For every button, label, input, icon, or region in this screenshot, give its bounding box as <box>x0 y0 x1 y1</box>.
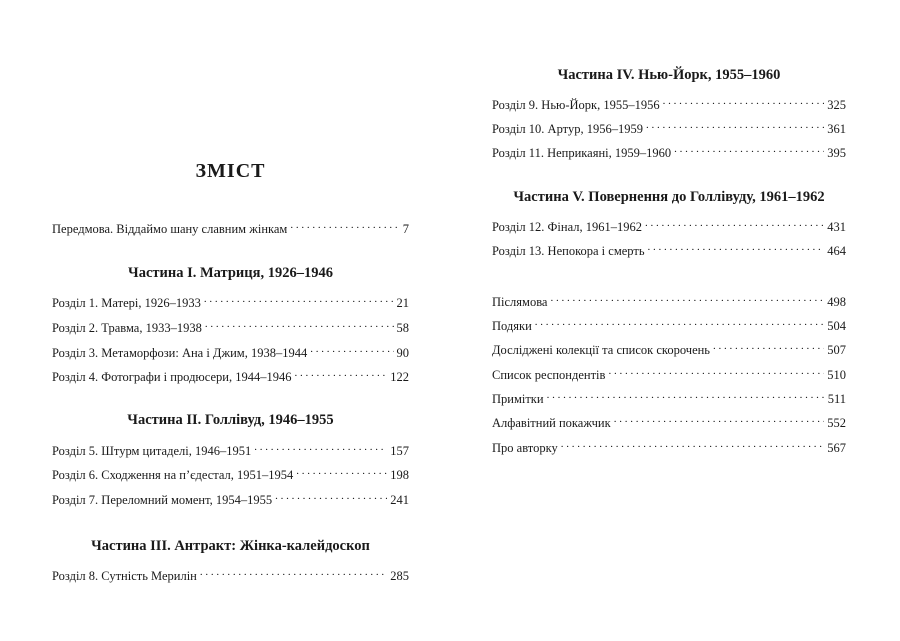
dot-leader <box>547 388 825 403</box>
toc-entry-chapter-7[interactable] <box>52 489 409 508</box>
entry-page-number: 21 <box>396 296 409 310</box>
entry-page-number: 90 <box>396 346 409 360</box>
entry-label: Про авторку <box>492 441 558 455</box>
entry-label: Примітки <box>492 392 544 406</box>
entry-page-number: 7 <box>402 222 409 236</box>
toc-entry-chapter-3[interactable] <box>52 342 409 361</box>
entry-page-number: 285 <box>390 569 409 583</box>
toc-entry-chapter-4[interactable] <box>52 366 409 385</box>
dot-leader <box>550 291 824 306</box>
entry-page-number: 431 <box>827 220 846 234</box>
entry-label: Список респондентів <box>492 368 606 382</box>
part-heading-5: Частина V. Повернення до Голлівуду, 1961–1962 <box>513 189 825 205</box>
dot-leader <box>310 342 393 357</box>
entry-label: Розділ 1. Матері, 1926–1933 <box>52 296 201 310</box>
entry-label: Розділ 3. Метаморфози: Ана і Джим, 1938–1944 <box>52 346 308 360</box>
entry-label: Розділ 8. Сутність Мерилін <box>52 569 197 583</box>
dot-leader <box>663 94 825 109</box>
dot-leader <box>204 292 394 307</box>
toc-entry-afterword[interactable] <box>492 291 846 310</box>
dot-leader <box>713 339 824 354</box>
entry-page-number: 464 <box>827 244 846 258</box>
toc-entry-collections[interactable] <box>492 339 846 358</box>
entry-label: Розділ 10. Артур, 1956–1959 <box>492 122 643 136</box>
entry-label: Алфавітний покажчик <box>492 416 611 430</box>
entry-page-number: 552 <box>827 416 846 430</box>
entry-label: Розділ 11. Неприкаяні, 1959–1960 <box>492 146 672 160</box>
entry-label: Розділ 5. Штурм цитаделі, 1946–1951 <box>52 444 252 458</box>
entry-label: Розділ 4. Фотографи і продюсери, 1944–1946 <box>52 370 292 384</box>
part-heading-2: Частина II. Голлівуд, 1946–1955 <box>127 412 334 428</box>
entry-label: Розділ 12. Фінал, 1961–1962 <box>492 220 642 234</box>
dot-leader <box>561 437 825 452</box>
dot-leader <box>254 440 387 455</box>
toc-entry-about-author[interactable] <box>492 437 846 456</box>
toc-entry-chapter-9[interactable] <box>492 94 846 113</box>
entry-label: Розділ 9. Нью-Йорк, 1955–1956 <box>492 98 660 112</box>
entry-page-number: 504 <box>827 319 846 333</box>
toc-entry-index[interactable] <box>492 412 846 431</box>
dot-leader <box>608 364 824 379</box>
entry-label: Досліджені колекції та список скорочень <box>492 343 711 357</box>
entry-label: Розділ 7. Переломний момент, 1954–1955 <box>52 493 273 507</box>
dot-leader <box>674 142 824 157</box>
entry-page-number: 198 <box>390 468 409 482</box>
dot-leader <box>648 240 825 255</box>
entry-page-number: 361 <box>827 122 846 136</box>
entry-label: Подяки <box>492 319 532 333</box>
toc-entry-respondents[interactable] <box>492 364 846 383</box>
toc-entry-acknowledgements[interactable] <box>492 315 846 334</box>
dot-leader <box>646 118 824 133</box>
dot-leader <box>290 218 399 233</box>
dot-leader <box>275 489 387 504</box>
dot-leader <box>535 315 824 330</box>
entry-page-number: 325 <box>827 98 846 112</box>
part-heading-4: Частина IV. Нью-Йорк, 1955–1960 <box>557 67 781 83</box>
entry-label: Післямова <box>492 295 548 309</box>
entry-page-number: 58 <box>396 321 409 335</box>
toc-entry-chapter-6[interactable] <box>52 464 409 483</box>
dot-leader <box>645 216 824 231</box>
toc-title: ЗМІСТ <box>195 160 266 182</box>
dot-leader <box>296 464 387 479</box>
part-heading-1: Частина I. Матриця, 1926–1946 <box>128 265 333 281</box>
entry-page-number: 395 <box>827 146 846 160</box>
left-page <box>52 0 409 641</box>
toc-entry-preface[interactable] <box>52 218 409 237</box>
toc-entry-chapter-2[interactable] <box>52 317 409 336</box>
toc-entry-chapter-13[interactable] <box>492 240 846 259</box>
entry-label: Розділ 6. Сходження на п’єдестал, 1951–1954 <box>52 468 294 482</box>
entry-label: Передмова. Віддаймо шану славним жінкам <box>52 222 288 236</box>
entry-label: Розділ 13. Непокора і смерть <box>492 244 645 258</box>
entry-page-number: 498 <box>827 295 846 309</box>
toc-entry-chapter-10[interactable] <box>492 118 846 137</box>
toc-entry-chapter-5[interactable] <box>52 440 409 459</box>
entry-page-number: 511 <box>827 392 846 406</box>
toc-entry-notes[interactable] <box>492 388 846 407</box>
entry-label: Розділ 2. Травма, 1933–1938 <box>52 321 202 335</box>
entry-page-number: 510 <box>827 368 846 382</box>
right-page <box>492 0 846 641</box>
entry-page-number: 241 <box>390 493 409 507</box>
entry-page-number: 122 <box>390 370 409 384</box>
entry-page-number: 157 <box>390 444 409 458</box>
dot-leader <box>205 317 394 332</box>
dot-leader <box>200 565 387 580</box>
dot-leader <box>294 366 387 381</box>
entry-page-number: 507 <box>827 343 846 357</box>
toc-entry-chapter-8[interactable] <box>52 565 409 584</box>
toc-entry-chapter-1[interactable] <box>52 292 409 311</box>
toc-entry-chapter-11[interactable] <box>492 142 846 161</box>
dot-leader <box>614 412 825 427</box>
toc-entry-chapter-12[interactable] <box>492 216 846 235</box>
part-heading-3: Частина III. Антракт: Жінка-калейдоскоп <box>91 538 370 554</box>
entry-page-number: 567 <box>827 441 846 455</box>
